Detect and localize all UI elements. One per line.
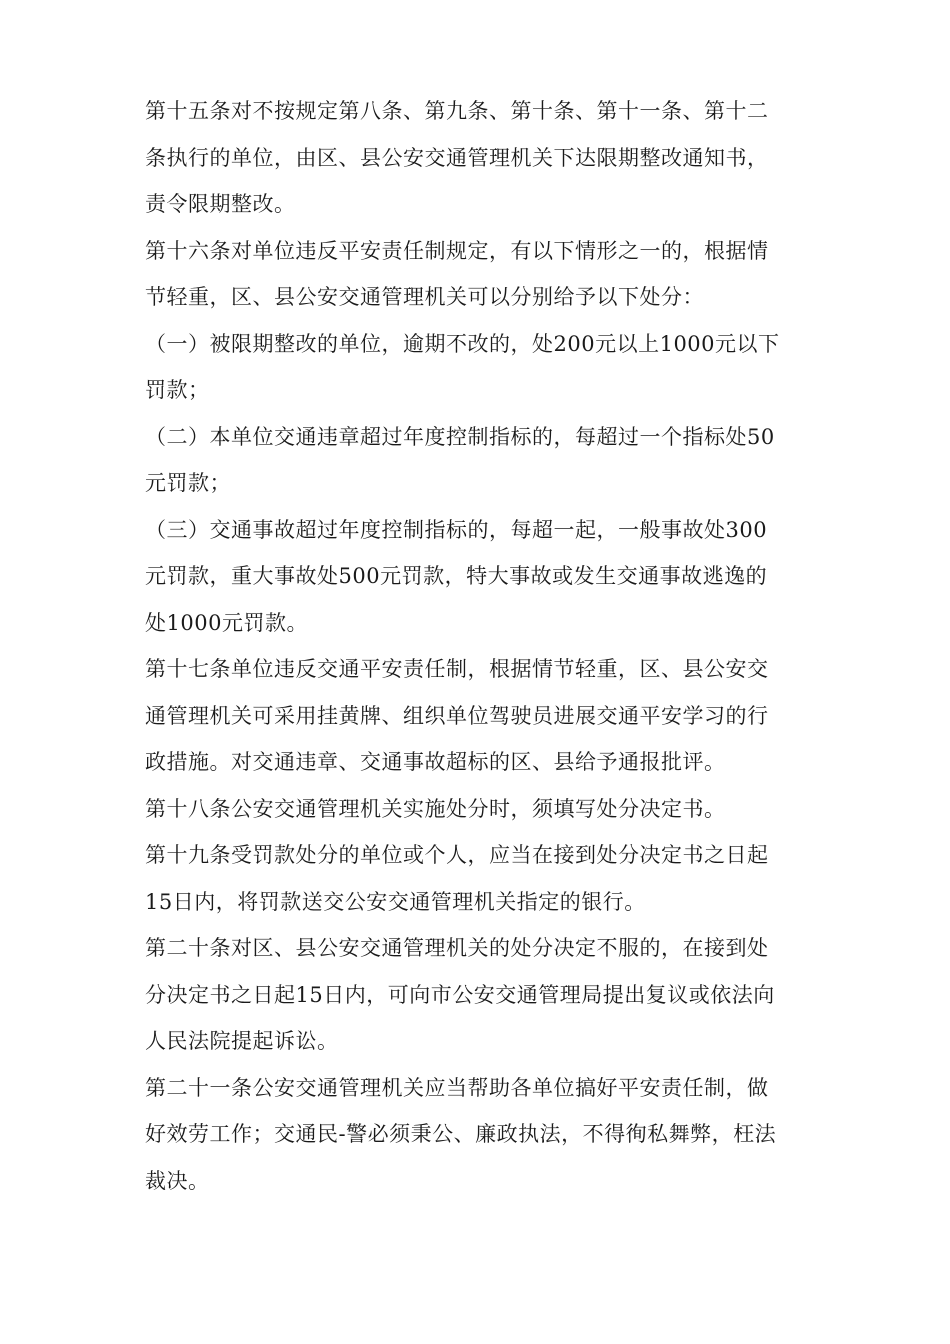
text-line: 第十九条受罚款处分的单位或个人，应当在接到处分决定书之日起 (145, 843, 769, 867)
text-line: （一）被限期整改的单位，逾期不改的，处200元以上1000元以下 (145, 331, 780, 356)
text-line: 裁决。 (145, 1168, 210, 1193)
article-19 (145, 832, 810, 925)
text-line: 节轻重，区、县公安交通管理机关可以分别给予以下处分： (145, 285, 704, 309)
text-line: 罚款； (145, 378, 210, 402)
article-21 (145, 1065, 810, 1205)
article-16 (145, 228, 810, 321)
text-line: 15日内，将罚款送交公安交通管理机关指定的银行。 (145, 889, 646, 914)
text-line: 元罚款； (145, 471, 231, 495)
article-17 (145, 646, 810, 786)
article-20 (145, 925, 810, 1065)
text-line: 第二十条对区、县公安交通管理机关的处分决定不服的，在接到处 (145, 936, 769, 960)
text-line: 元罚款，重大事故处500元罚款，特大事故或发生交通事故逃逸的 (145, 564, 768, 588)
article-16-item-1 (145, 321, 810, 414)
article-18 (145, 786, 810, 833)
text-line: 分决定书之日起15日内，可向市公安交通管理局提出复议或依法向 (145, 982, 775, 1007)
text-line: 政措施。对交通违章、交通事故超标的区、县给予通报批评。 (145, 750, 726, 774)
text-line: 第十五条对不按规定第八条、第九条、第十条、第十一条、第十二 (145, 99, 769, 123)
text-line: 人民法院提起诉讼。 (145, 1029, 339, 1053)
text-line: 第十六条对单位违反平安责任制规定，有以下情形之一的，根据情 (145, 238, 769, 263)
article-16-item-3 (145, 507, 810, 647)
text-line: （三）交通事故超过年度控制指标的，每超一起，一般事故处300 (145, 517, 768, 542)
text-line: 处1000元罚款。 (145, 610, 308, 635)
article-15 (145, 88, 810, 228)
text-line: （二）本单位交通违章超过年度控制指标的，每超过一个指标处50 (145, 424, 775, 449)
text-line: 责令限期整改。 (145, 192, 296, 216)
text-line: 条执行的单位，由区、县公安交通管理机关下达限期整改通知书， (145, 145, 769, 170)
text-line: 第十八条公安交通管理机关实施处分时，须填写处分决定书。 (145, 796, 726, 821)
article-16-item-2 (145, 414, 810, 507)
document-body (145, 88, 810, 1204)
text-line: 通管理机关可采用挂黄牌、组织单位驾驶员进展交通平安学习的行 (145, 703, 769, 728)
text-line: 第二十一条公安交通管理机关应当帮助各单位搞好平安责任制，做 (145, 1075, 769, 1100)
text-line: 好效劳工作；交通民-警必须秉公、廉政执法，不得徇私舞弊，枉法 (145, 1122, 777, 1146)
text-line: 第十七条单位违反交通平安责任制，根据情节轻重，区、县公安交 (145, 657, 769, 681)
